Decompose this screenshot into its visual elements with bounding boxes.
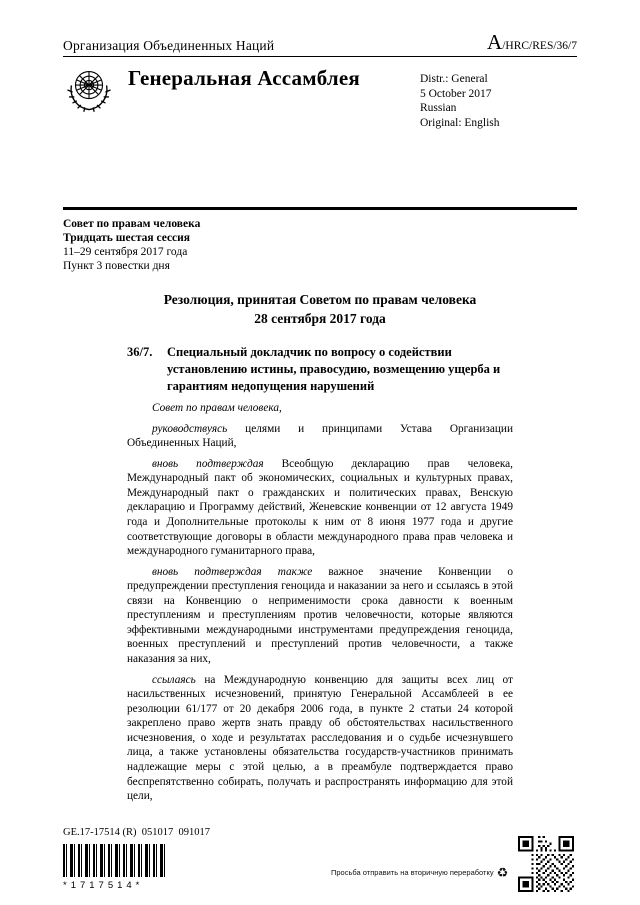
paragraph [127,422,513,451]
org-name: Организация Объединенных Наций [63,38,275,53]
paragraph-text: Всеобщую декларацию прав человека, Международный пакт об экономических, социальных и культурных правах, Международный пакт о гражданских и политических правах, Венскую декларацию и Программу действий, Женевские конвенции от 12 августа 1949 года и Дополнительные протоколы к ним от 8 июня 1977 года и другие соответствующие договоры в области международного права прав человека и международного гуманитарного права, [127,457,513,558]
divider-thick [63,207,577,210]
un-emblem-icon [62,64,116,118]
document-symbol-prefix: A [487,30,503,54]
resolution-title-line1: Резолюция, принятая Советом по правам человека [163,292,477,307]
paragraph [127,457,513,559]
paragraph-lead: руководствуясь [152,422,228,435]
distr-line: Original: English [420,117,500,130]
ge-document-number: GE.17-17514 (R) 051017 091017 [63,827,210,838]
resolution-body [127,401,513,810]
resolution-title [127,291,513,329]
qr-code [518,836,574,892]
paragraph-text: целями и принципами Устава Организации Объединенных Наций, [127,422,513,450]
document-symbol [487,32,577,54]
paragraph [127,401,513,416]
paragraph-lead: вновь подтверждая также [152,565,313,578]
distr-line: Russian [420,102,457,115]
top-header [63,32,577,54]
document-symbol-rest: /HRC/RES/36/7 [502,40,577,52]
barcode-text: *1717514* [63,880,144,891]
committee-name: Совет по правам человека [63,218,201,230]
resolution-name: Специальный докладчик по вопросу о содействии установлению истины, правосудию, возмещению ущерба и гарантиям недопущения нарушений [167,345,501,393]
session-dates: 11–29 сентября 2017 года [63,246,188,259]
distr-line: 5 October 2017 [420,87,492,100]
committee-block [63,217,200,273]
resolution-title-line2: 28 сентября 2017 года [254,310,386,326]
paragraph-text: важное значение Конвенции о предупреждении преступления геноцида и наказании за него и ссылаясь в этой связи на Конвенцию о неприменимости срока давности к военным преступлениям и преступлениям против человечности, которые являются эффективными международными инструментами предупреждения геноцида, военных преступлений и преступлений против человечности, а также наказания за них, [127,565,513,665]
barcode [63,844,167,877]
recycle-text: Просьба отправить на вторичную переработку [331,868,494,877]
paragraph-lead: Совет по правам человека, [152,402,282,414]
distribution-block [420,72,500,131]
recycle-note [331,866,508,879]
recycle-icon: ♻ [496,865,509,880]
paragraph [127,673,513,804]
divider-thin [63,56,577,57]
resolution-number: 36/7. [127,345,153,359]
paragraph [127,565,513,667]
paragraph-lead: ссылаясь [152,673,196,686]
session-name: Тридцать шестая сессия [63,232,190,245]
body-name-title: Генеральная Ассамблея [128,66,360,90]
agenda-item: Пункт 3 повестки дня [63,260,170,273]
distr-line: Distr.: General [420,73,488,85]
paragraph-text: на Международную конвенцию для защиты всех лиц от насильственных исчезновений, принятую Генеральной Ассамблеей в ее резолюции 61/177 от 20 декабря 2006 года, в пункте 2 статьи 24 которой закреплено право жертв знать правду об обстоятельствах насильственного исчезновения, о ходе и результатах расследования и о судьбе исчезнувшего лица, а также установлены обязательства государств-участников принимать надлежащие меры с этой целью, а в преамбуле подтверждается право беспрепятственно собирать, получать и распространять информацию для этой цели, [127,673,513,803]
resolution-heading [127,344,519,395]
paragraph-lead: вновь подтверждая [152,457,264,470]
